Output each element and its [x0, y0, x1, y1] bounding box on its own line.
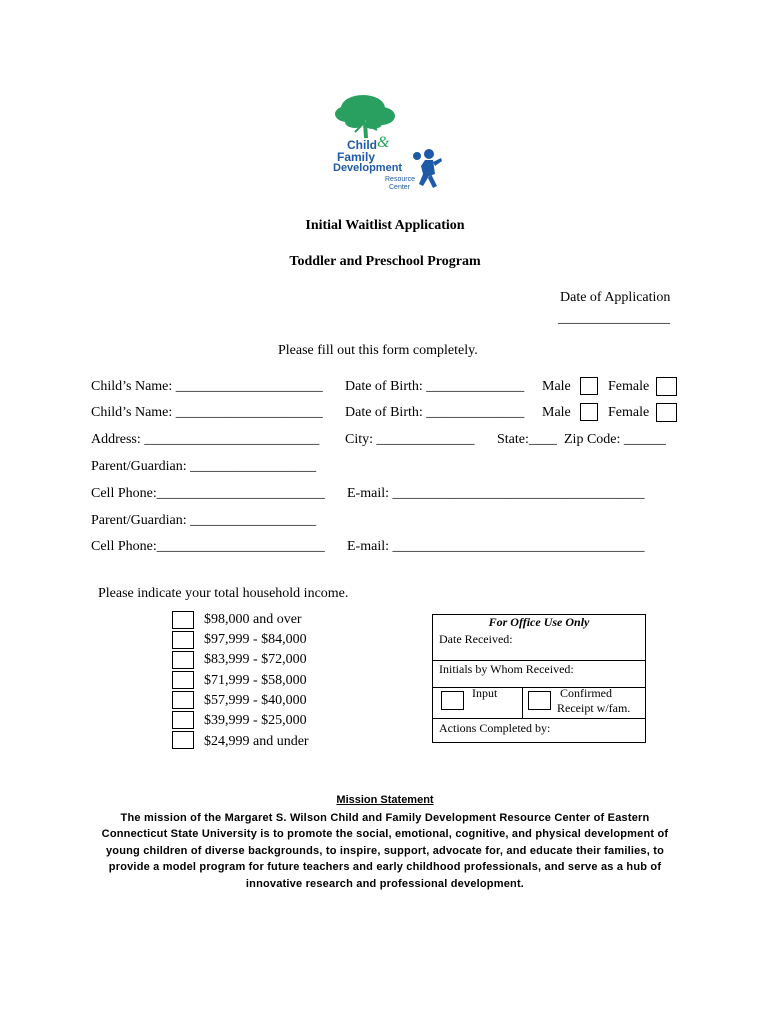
child1-male-label: Male	[542, 379, 571, 394]
office-actions-field[interactable]: Actions Completed by:	[439, 721, 551, 735]
cell2-field[interactable]: Cell Phone:________________________	[91, 539, 325, 554]
office-divider	[433, 687, 645, 688]
mission-line: innovative research and professional development.	[245, 878, 525, 890]
state-field[interactable]: State:____	[497, 432, 557, 447]
address-field[interactable]: Address: _________________________	[91, 432, 320, 447]
child2-dob-field[interactable]: Date of Birth: ______________	[345, 405, 525, 420]
city-field[interactable]: City: ______________	[345, 432, 475, 447]
page-subtitle: Toddler and Preschool Program	[289, 254, 481, 269]
logo-text-child: Child	[347, 138, 377, 152]
office-confirmed-label-2: Receipt w/fam.	[557, 701, 631, 715]
office-confirmed-label: Confirmed	[560, 686, 612, 700]
date-of-application-field[interactable]: ________________	[558, 311, 670, 326]
page-title: Initial Waitlist Application	[305, 218, 465, 233]
zip-field[interactable]: Zip Code: ______	[564, 432, 666, 447]
child1-female-checkbox[interactable]	[656, 377, 677, 396]
child2-female-checkbox[interactable]	[656, 403, 677, 422]
mission-line: provide a model program for future teachers and early childhood professionals, and serve as a hub of	[108, 861, 662, 873]
office-use-box	[432, 614, 646, 743]
office-date-received-field[interactable]: Date Received:	[439, 632, 513, 646]
child1-female-label: Female	[608, 379, 650, 394]
parent2-field[interactable]: Parent/Guardian: __________________	[91, 513, 317, 528]
logo-text-center: Center	[389, 184, 411, 191]
instruction-text: Please fill out this form completely.	[278, 343, 478, 358]
income-option: $24,999 and under	[204, 734, 309, 749]
office-input-checkbox[interactable]	[441, 691, 464, 710]
date-of-application-label: Date of Application	[560, 290, 671, 305]
child1-name-field[interactable]: Child’s Name: _____________________	[91, 379, 323, 394]
income-checkbox[interactable]	[172, 631, 194, 649]
child1-male-checkbox[interactable]	[580, 377, 598, 395]
logo	[333, 92, 443, 196]
office-initials-field[interactable]: Initials by Whom Received:	[439, 662, 574, 676]
mission-line: Connecticut State University is to promote the social, emotional, cognitive, and physical development of	[101, 828, 669, 840]
income-checkbox[interactable]	[172, 691, 194, 709]
income-checkbox[interactable]	[172, 711, 194, 729]
income-checkbox[interactable]	[172, 671, 194, 689]
logo-ampersand: &	[377, 134, 390, 151]
income-option: $98,000 and over	[204, 612, 302, 627]
office-title: For Office Use Only	[488, 615, 590, 629]
mission-heading: Mission Statement	[336, 794, 434, 806]
income-option: $39,999 - $25,000	[204, 713, 307, 728]
child2-name-field[interactable]: Child’s Name: _____________________	[91, 405, 323, 420]
office-divider	[433, 718, 645, 719]
email1-field[interactable]: E-mail: ____________________________________	[347, 486, 645, 501]
income-checkbox[interactable]	[172, 611, 194, 629]
parent1-field[interactable]: Parent/Guardian: __________________	[91, 459, 317, 474]
income-checkbox[interactable]	[172, 651, 194, 669]
office-confirmed-checkbox[interactable]	[528, 691, 551, 710]
office-input-label: Input	[472, 686, 498, 700]
income-checkbox[interactable]	[172, 731, 194, 749]
logo-text-family: Family	[337, 150, 376, 164]
mission-line: The mission of the Margaret S. Wilson Child and Family Development Resource Center of Eastern	[120, 812, 650, 824]
child2-male-checkbox[interactable]	[580, 403, 598, 421]
income-prompt: Please indicate your total household income.	[98, 586, 349, 601]
child2-male-label: Male	[542, 405, 571, 420]
logo-text-development: Development	[333, 162, 403, 174]
email2-field[interactable]: E-mail: ____________________________________	[347, 539, 645, 554]
office-divider	[433, 660, 645, 661]
income-option: $97,999 - $84,000	[204, 632, 307, 647]
cell1-field[interactable]: Cell Phone:________________________	[91, 486, 325, 501]
child2-female-label: Female	[608, 405, 650, 420]
office-vertical-divider	[522, 687, 523, 718]
income-option: $57,999 - $40,000	[204, 693, 307, 708]
mission-line: young children of diverse backgrounds, to inspire, support, advocate for, and educate their families, to	[105, 845, 665, 857]
income-option: $83,999 - $72,000	[204, 652, 307, 667]
income-option: $71,999 - $58,000	[204, 673, 307, 688]
logo-text-resource: Resource	[385, 176, 415, 183]
child1-dob-field[interactable]: Date of Birth: ______________	[345, 379, 525, 394]
